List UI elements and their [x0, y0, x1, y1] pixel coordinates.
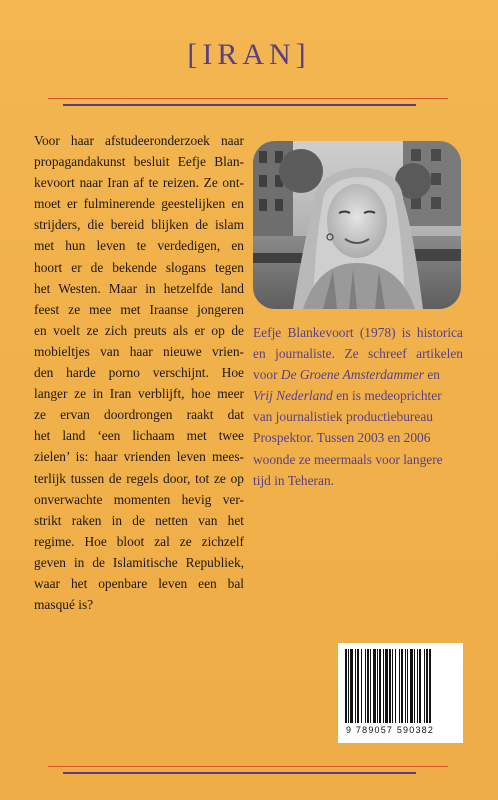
bio-text: voor — [253, 367, 281, 383]
barcode-bar — [373, 649, 376, 723]
bio-line: woonde ze meermaals voor langere — [253, 451, 443, 467]
blurb-line: Voor haar afstudeeronderzoek naar — [34, 133, 244, 148]
barcode-bar — [370, 649, 371, 723]
barcode-bar — [348, 649, 349, 723]
magazine-name: De Groene Amsterdammer — [280, 367, 424, 383]
blurb-text — [34, 130, 244, 615]
bio-line — [253, 364, 463, 385]
magazine-name: Vrij Nederland — [253, 388, 333, 404]
blurb-line: het Westen. Maar in hetzelfde land — [34, 280, 244, 296]
top-rule-orange — [48, 98, 448, 99]
blurb-line: terlijk tussen de regels door, tot ze op — [34, 470, 244, 486]
barcode-bar — [392, 649, 393, 723]
barcode-bar — [379, 649, 381, 723]
barcode-bar — [377, 649, 378, 723]
author-photo-image — [253, 141, 461, 309]
bio-line: van journalistiek productiebureau — [253, 409, 433, 425]
blurb-line: het land ‘een lichaam met twee — [34, 428, 244, 444]
barcode-bar — [345, 649, 347, 723]
blurb-line: hoort er de bekende slogans tegen — [34, 259, 244, 275]
bio-line — [253, 385, 463, 406]
blurb-line: ze ervan doordrongen raakt dat — [34, 407, 244, 423]
bio-text: en — [423, 367, 440, 383]
barcode-bar — [429, 649, 431, 723]
blurb-line: regime. Hoe bloot zal ze zichzelf — [34, 533, 244, 549]
blurb-line: strijders, die bereid blijken de islam — [34, 217, 244, 233]
isbn-number: 9 789057 590382 — [346, 725, 435, 735]
blurb-line: en voelt ze zich preuts als er op de — [34, 322, 244, 338]
blurb-line: den harde porno verschijnt. Hoe — [34, 365, 244, 381]
barcode-bar — [385, 649, 388, 723]
barcode-bar — [424, 649, 425, 723]
bio-line: Eefje Blankevoort (1978) is historica — [253, 325, 463, 340]
bottom-rule-purple — [63, 772, 416, 774]
barcode-bar — [367, 649, 369, 723]
barcode-bar — [417, 649, 418, 723]
barcode-bar — [414, 649, 415, 723]
author-bio — [253, 322, 463, 491]
series-title: [IRAN] — [187, 38, 311, 71]
blurb-line: waar het openbare leven een bal — [34, 575, 244, 591]
barcode-bar — [389, 649, 391, 723]
blurb-line: langer ze in Iran verblijft, hoe meer — [34, 386, 244, 402]
barcode-bar — [401, 649, 403, 723]
barcode-bar — [407, 649, 408, 723]
bio-text: en is medeoprichter — [332, 388, 442, 404]
barcode-bar — [365, 649, 366, 723]
bottom-rule-orange — [48, 766, 448, 767]
blurb-line: propagandakunst besluit Eefje Blan- — [34, 154, 244, 170]
blurb-line: masqué is? — [34, 597, 94, 613]
bio-line: Prospektor. Tussen 2003 en 2006 — [253, 430, 431, 446]
barcode-bar — [361, 649, 362, 723]
bio-line: tijd in Teheran. — [253, 472, 334, 488]
barcode-bar — [410, 649, 413, 723]
blurb-line: strikt raken in de netten van het — [34, 512, 244, 528]
barcode-bar — [357, 649, 359, 723]
barcode-bar — [405, 649, 406, 723]
barcode-bar — [399, 649, 400, 723]
blurb-line: mobieltjes van haar nieuwe vrien- — [34, 343, 244, 359]
barcode-bar — [419, 649, 421, 723]
barcode-bar — [395, 649, 396, 723]
barcode-bar — [350, 649, 353, 723]
blurb-line: zielen’ is: haar vrienden leven mees- — [34, 449, 244, 465]
blurb-line: geven in de Islamitische Republiek, — [34, 554, 244, 570]
blurb-line: kevoort naar Iran af te reizen. Ze ont- — [34, 175, 244, 191]
top-rule-purple — [63, 104, 416, 106]
barcode — [338, 643, 463, 743]
barcode-bar — [383, 649, 384, 723]
bio-line: en journaliste. Ze schreef artikelen — [253, 346, 463, 362]
barcode-bars — [345, 649, 456, 725]
barcode-bar — [355, 649, 356, 723]
barcode-bar — [426, 649, 428, 723]
blurb-line: feest ze mee met Iraanse jongeren — [34, 301, 244, 317]
blurb-line: met hun leven te verdedigen, en — [34, 238, 244, 254]
blurb-line: moet er fulminerende geestelijken en — [34, 196, 244, 212]
author-photo — [253, 141, 461, 309]
blurb-line: onverwachte momenten hevig ver- — [34, 491, 244, 507]
